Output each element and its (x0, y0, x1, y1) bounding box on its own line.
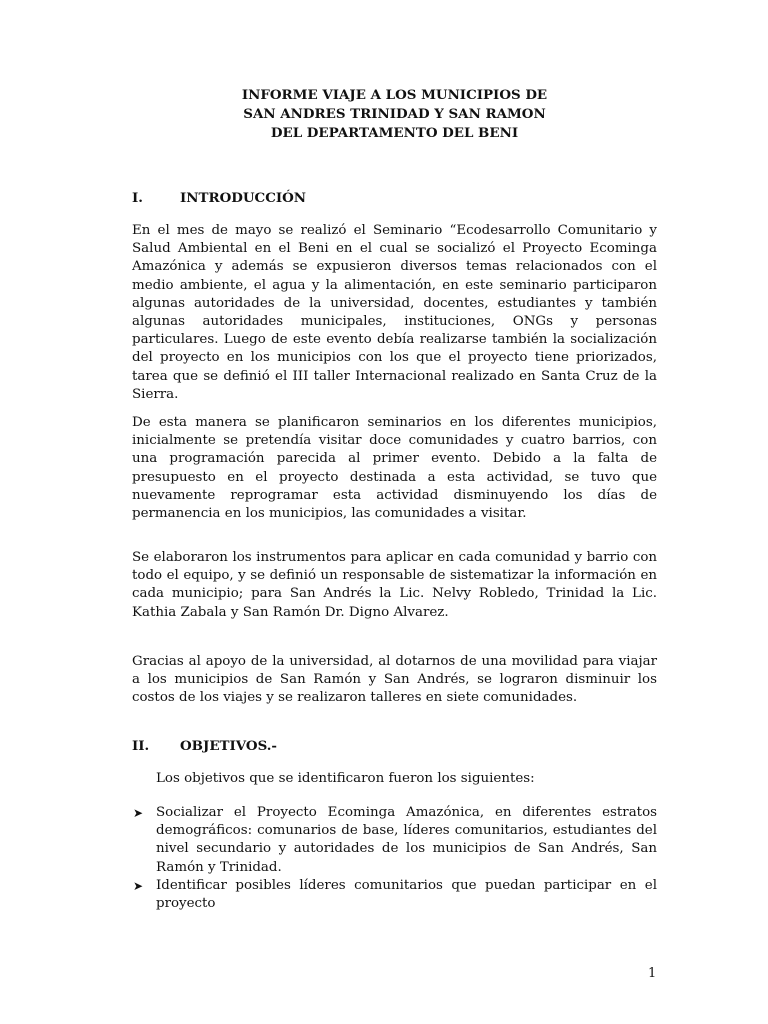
objectives-intro: Los objetivos que se identificaron fueron los siguientes: (156, 771, 535, 786)
arrowhead-bullet-icon: ➤ (133, 878, 144, 893)
paragraph: De esta manera se planificaron seminarios en los diferentes municipios, inicialmente se pretendía visitar doce comunidades y cuatro barrios, con una programación parecida al primer evento. Debido a la falta de presupuesto en el proyecto destinada a esta actividad, se tuvo que nuevamente reprogramar esta actividad disminuyendo los días de permanencia en los municipios, las comunidades a visitar. (132, 415, 657, 522)
arrowhead-bullet-icon: ➤ (133, 806, 144, 820)
page-number: 1 (648, 966, 657, 981)
paragraph: Gracias al apoyo de la universidad, al dotarnos de una movilidad para viajar a los municipios de San Ramón y San Andrés, se lograron disminuir los costos de los viajes y se realizaron talleres en siete comunidades. (132, 654, 657, 706)
objectives-list (132, 804, 657, 913)
title-line: DEL DEPARTAMENTO DEL BENI (270, 125, 519, 141)
paragraph: En el mes de mayo se realizó el Seminario “Ecodesarrollo Comunitario y Salud Ambiental en el Beni en el cual se socializó el Proyecto Ecominga Amazónica y además se expusieron diversos temas relacionados con el medio ambiente, el agua y la alimentación, en este seminario participaron algunas autoridades de la universidad, docentes, estudiantes y también algunas autoridades municipales, instituciones, ONGs y personas particulares. Luego de este evento debía realizarse también la socialización del proyecto en los municipios con los que el proyecto tiene priorizados, tarea que se definió el III taller Internacional realizado en Santa Cruz de la Sierra. (132, 223, 657, 402)
section-heading-introduccion (132, 189, 306, 208)
list-item-text: Identificar posibles líderes comunitarios que puedan participar en el proyecto (156, 877, 657, 912)
paragraph: Se elaboraron los instrumentos para aplicar en cada comunidad y barrio con todo el equipo, y se definió un responsable de sistematizar la información en cada municipio; para San Andrés la Lic. Nelvy Robledo, Trinidad la Lic. Kathia Zabala y San Ramón Dr. Digno Alvarez. (132, 550, 657, 620)
section-number: II. (132, 738, 150, 754)
section-heading-objetivos (132, 737, 277, 756)
section-heading-text: INTRODUCCIÓN (180, 190, 307, 206)
section-heading-text: OBJETIVOS.- (180, 738, 277, 754)
list-item (132, 877, 657, 913)
section-number: I. (132, 190, 143, 206)
list-item-text: Socializar el Proyecto Ecominga Amazónica, en diferentes estratos demográficos: comunarios de base, líderes comunitarios, estudiantes del nivel secundario y autoridades de los municipios de San Andrés, San Ramón y Trinidad. (156, 805, 657, 875)
list-item (132, 804, 657, 877)
title-line: SAN ANDRES TRINIDAD Y SAN RAMON (243, 106, 546, 122)
document-title (132, 86, 657, 143)
title-line: INFORME VIAJE A LOS MUNICIPIOS DE (241, 87, 548, 103)
